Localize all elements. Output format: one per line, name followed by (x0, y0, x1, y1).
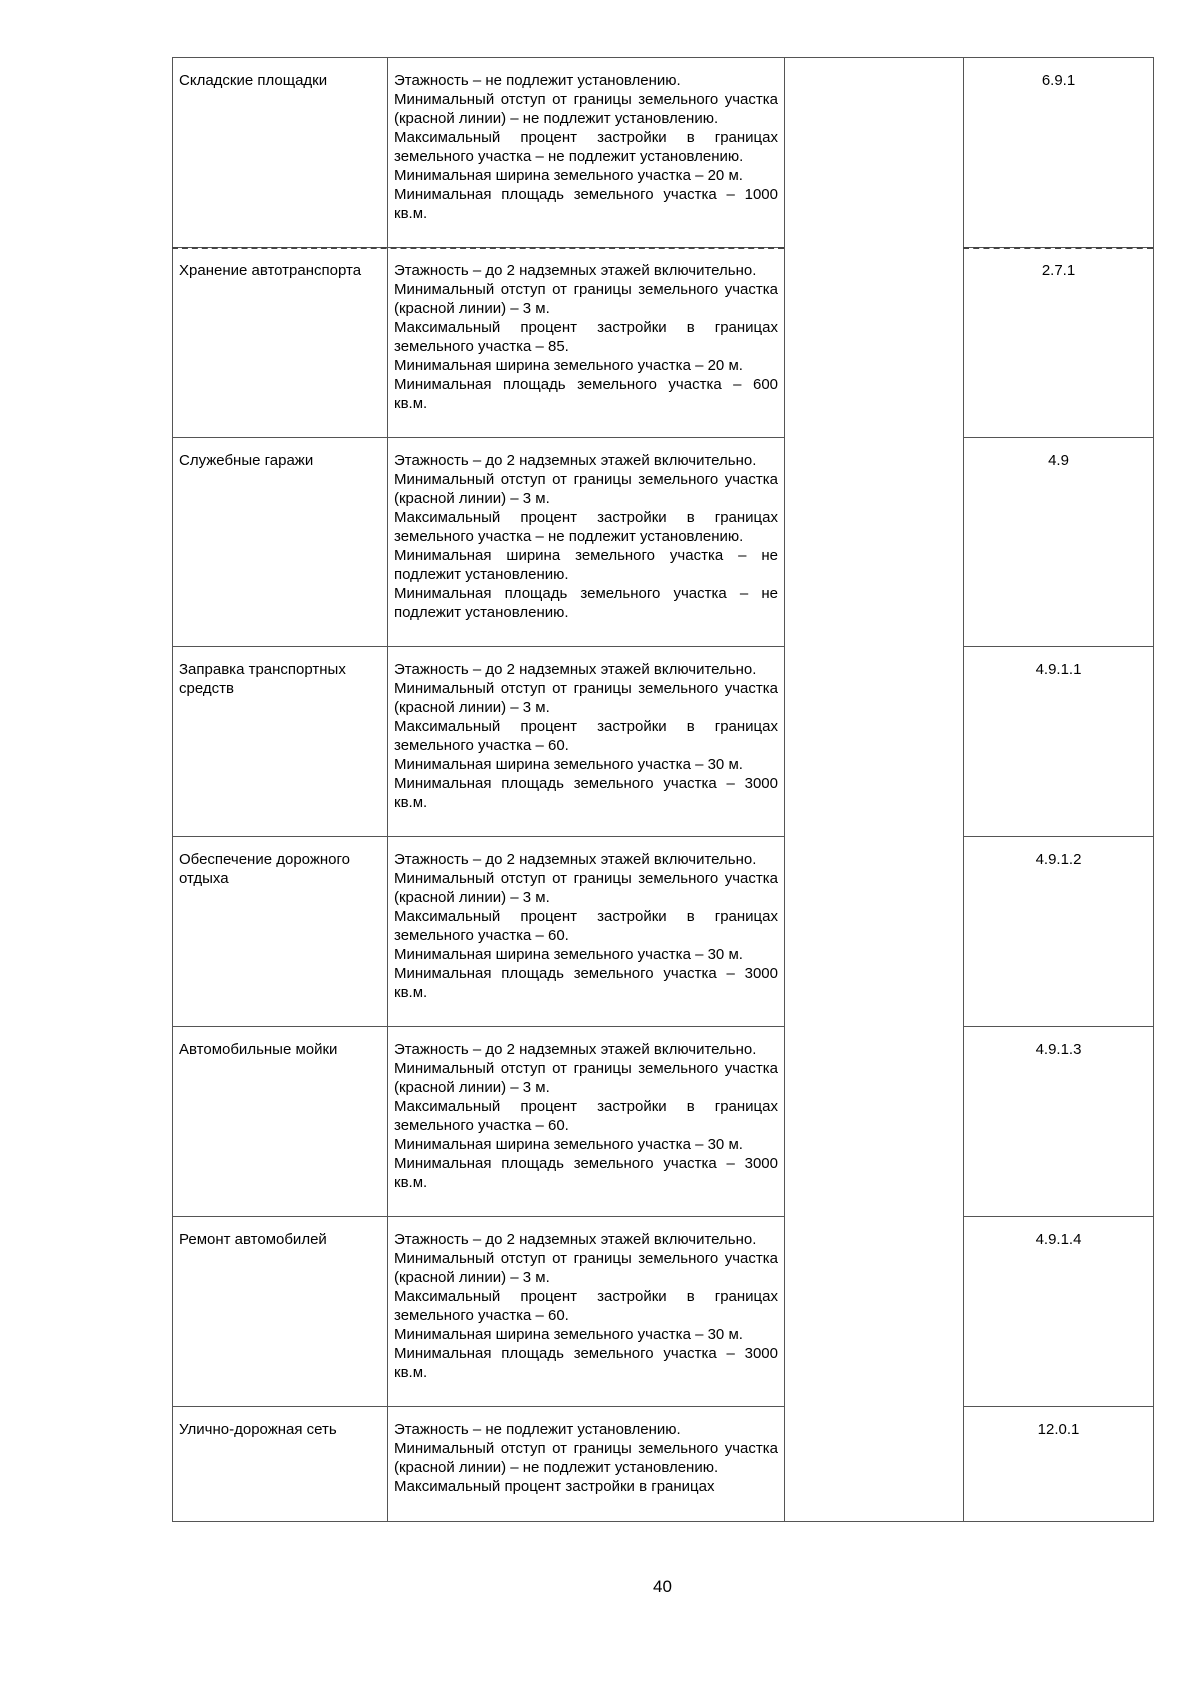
parameters-cell (388, 837, 785, 1027)
parameter-line: Максимальный процент застройки в границах земельного участка – 60. (394, 1098, 778, 1134)
classifier-code: 12.0.1 (964, 1407, 1154, 1522)
table-row (173, 58, 1154, 248)
parameter-line: Максимальный процент застройки в границах земельного участка – не подлежит установлению. (394, 509, 778, 545)
parameter-line: Минимальная ширина земельного участка – 30 м. (394, 756, 743, 773)
parameter-line: Этажность – не подлежит установлению. (394, 72, 681, 89)
parameter-line: Минимальный отступ от границы земельного участка (красной линии) – 3 м. (394, 680, 778, 716)
table-row (173, 438, 1154, 647)
parameter-line: Минимальная ширина земельного участка – не подлежит установлению. (394, 547, 778, 583)
use-type-name: Автомобильные мойки (173, 1027, 388, 1217)
table-row (173, 248, 1154, 438)
parameter-line: Максимальный процент застройки в границах (394, 1478, 715, 1495)
classifier-code: 4.9 (964, 438, 1154, 647)
classifier-code: 6.9.1 (964, 58, 1154, 248)
parameters-cell (388, 1027, 785, 1217)
parameters-cell (388, 248, 785, 438)
parameter-line: Минимальный отступ от границы земельного участка (красной линии) – 3 м. (394, 870, 778, 906)
classifier-code: 4.9.1.4 (964, 1217, 1154, 1407)
parameter-line: Минимальная площадь земельного участка – 1000 кв.м. (394, 186, 778, 222)
parameter-line: Этажность – до 2 надземных этажей включительно. (394, 1041, 757, 1058)
dashed-row-separator (963, 247, 1153, 249)
use-type-name: Обеспечение дорожного отдыха (173, 837, 388, 1027)
dashed-row-separator (172, 247, 784, 249)
parameter-line: Этажность – до 2 надземных этажей включительно. (394, 661, 757, 678)
table-row (173, 1027, 1154, 1217)
use-type-name: Служебные гаражи (173, 438, 388, 647)
classifier-code: 4.9.1.1 (964, 647, 1154, 837)
parameter-line: Минимальная ширина земельного участка – 30 м. (394, 1326, 743, 1343)
table-row (173, 1217, 1154, 1407)
parameter-line: Этажность – до 2 надземных этажей включительно. (394, 452, 757, 469)
use-type-name: Улично-дорожная сеть (173, 1407, 388, 1522)
parameter-line: Минимальная ширина земельного участка – 20 м. (394, 357, 743, 374)
parameter-line: Максимальный процент застройки в границах земельного участка – 85. (394, 319, 778, 355)
table-row (173, 647, 1154, 837)
parameter-line: Минимальный отступ от границы земельного участка (красной линии) – 3 м. (394, 1250, 778, 1286)
classifier-code: 2.7.1 (964, 248, 1154, 438)
page-number: 40 (653, 1577, 672, 1596)
parameter-line: Этажность – до 2 надземных этажей включительно. (394, 262, 757, 279)
use-type-name: Хранение автотранспорта (173, 248, 388, 438)
parameters-cell (388, 647, 785, 837)
parameter-line: Минимальный отступ от границы земельного участка (красной линии) – не подлежит установлению. (394, 1440, 778, 1476)
parameters-cell (388, 1217, 785, 1407)
parameter-line: Максимальный процент застройки в границах земельного участка – 60. (394, 718, 778, 754)
empty-column (785, 58, 964, 1522)
parameter-line: Максимальный процент застройки в границах земельного участка – 60. (394, 1288, 778, 1324)
parameter-line: Минимальная площадь земельного участка – 3000 кв.м. (394, 775, 778, 811)
parameter-line: Этажность – до 2 надземных этажей включительно. (394, 1231, 757, 1248)
parameters-cell (388, 438, 785, 647)
use-type-name: Складские площадки (173, 58, 388, 248)
parameter-line: Минимальная ширина земельного участка – 30 м. (394, 946, 743, 963)
parameter-line: Этажность – не подлежит установлению. (394, 1421, 681, 1438)
parameter-line: Минимальная площадь земельного участка – 3000 кв.м. (394, 1345, 778, 1381)
classifier-code: 4.9.1.2 (964, 837, 1154, 1027)
use-type-name: Ремонт автомобилей (173, 1217, 388, 1407)
zoning-table (172, 57, 1154, 1522)
parameter-line: Минимальный отступ от границы земельного участка (красной линии) – 3 м. (394, 1060, 778, 1096)
parameter-line: Минимальный отступ от границы земельного участка (красной линии) – не подлежит установлению. (394, 91, 778, 127)
parameter-line: Минимальная ширина земельного участка – 30 м. (394, 1136, 743, 1153)
parameter-line: Максимальный процент застройки в границах земельного участка – не подлежит установлению. (394, 129, 778, 165)
parameters-cell (388, 1407, 785, 1522)
table-row (173, 837, 1154, 1027)
parameter-line: Минимальная площадь земельного участка – 600 кв.м. (394, 376, 778, 412)
parameter-line: Минимальная площадь земельного участка – не подлежит установлению. (394, 585, 778, 621)
parameter-line: Минимальный отступ от границы земельного участка (красной линии) – 3 м. (394, 471, 778, 507)
use-type-name: Заправка транспортных средств (173, 647, 388, 837)
classifier-code: 4.9.1.3 (964, 1027, 1154, 1217)
parameter-line: Минимальная площадь земельного участка – 3000 кв.м. (394, 1155, 778, 1191)
parameters-cell (388, 58, 785, 248)
parameter-line: Минимальная площадь земельного участка – 3000 кв.м. (394, 965, 778, 1001)
parameter-line: Этажность – до 2 надземных этажей включительно. (394, 851, 757, 868)
parameter-line: Максимальный процент застройки в границах земельного участка – 60. (394, 908, 778, 944)
parameter-line: Минимальная ширина земельного участка – 20 м. (394, 167, 743, 184)
table-row (173, 1407, 1154, 1522)
parameter-line: Минимальный отступ от границы земельного участка (красной линии) – 3 м. (394, 281, 778, 317)
